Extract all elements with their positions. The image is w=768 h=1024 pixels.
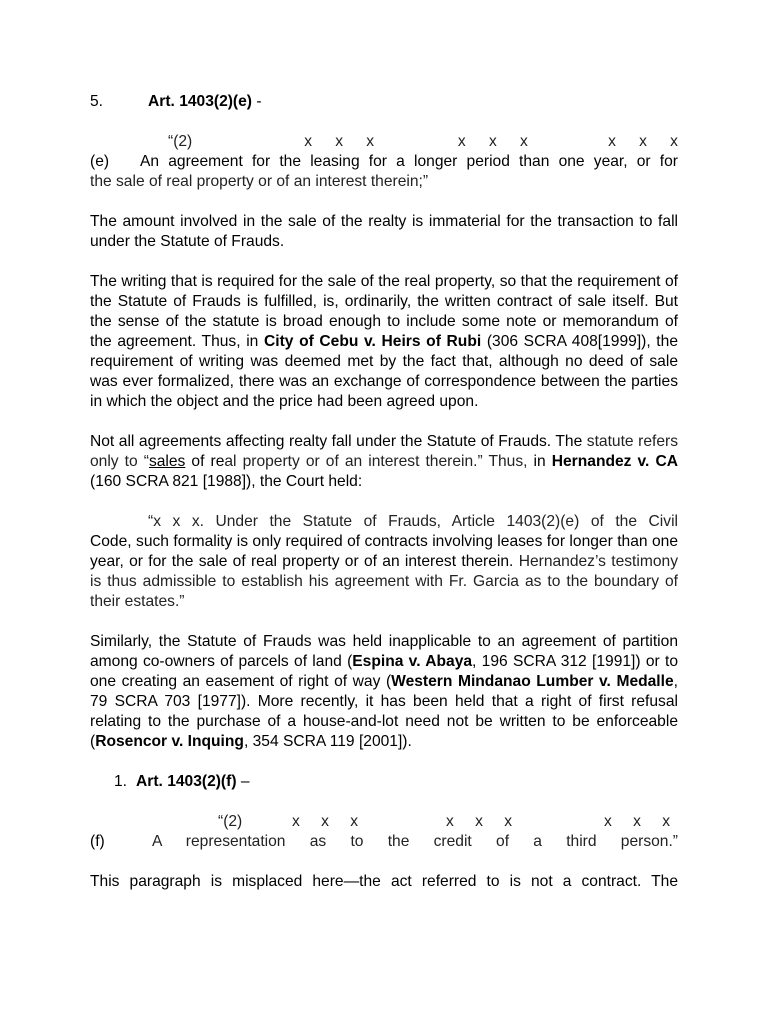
quote-xxx-row [90, 132, 678, 152]
section-5-heading: 5. Art. 1403(2)(e) - [90, 93, 262, 110]
paragraph-1: The amount involved in the sale of the realty is immaterial for the transaction to fall under the Statute of Frauds. [90, 213, 678, 250]
case-citation: Espina v. Abaya [352, 653, 473, 670]
quote-xxx-row [90, 812, 678, 832]
section-1-heading: 1. Art. 1403(2)(f) – [114, 773, 250, 790]
section-title: Art. 1403(2)(f) [136, 773, 237, 790]
quote-open: “(2) [168, 133, 193, 150]
quote-open: “(2) [218, 813, 243, 830]
provision-e-line2: the sale of real property or of an interest therein;” [90, 173, 429, 190]
xxx: x x x [292, 813, 358, 830]
case-citation: Rosencor v. Inquing [95, 733, 244, 750]
document-page [90, 92, 678, 892]
case-citation: Hernandez v. CA [551, 453, 678, 470]
section-number: 1. [114, 773, 128, 790]
xxx: x x x [304, 133, 375, 150]
xxx: x x x [608, 133, 678, 150]
block-quote: “x x x. Under the Statute of Frauds, Article 1403(2)(e) of the CivilCode, such formality is only required of contracts involving leases for longer than one year, or for the sale of real property or of an interest therein. Hernandez’s testimony is thus admissible to establish his agreement with Fr. Garcia as to the boundary of their estates.” [90, 513, 678, 610]
provision-e-line1: (e) An agreement for the leasing for a longer period than one year, or for [90, 153, 678, 170]
section-number: 5. [90, 93, 104, 110]
xxx: x x x [446, 813, 512, 830]
provision-f-line: (f) A representation as to the credit of a third person.” [90, 833, 678, 850]
paragraph-5: This paragraph is misplaced here—the act referred to is not a contract. The [90, 873, 678, 890]
paragraph-4: Similarly, the Statute of Frauds was held inapplicable to an agreement of partition among co-owners of parcels of land (Espina v. Abaya, 196 SCRA 312 [1991]) or to one creating an easement of right of way (Western Mindanao Lumber v. Medalle, 79 SCRA 703 [1977]). More recently, it has been held that a right of first refusal relating to the purchase of a house-and-lot need not be written to be enforceable (Rosencor v. Inquing, 354 SCRA 119 [2001]). [90, 633, 678, 750]
section-title: Art. 1403(2)(e) [148, 93, 252, 110]
xxx: x x x [457, 133, 528, 150]
paragraph-2: The writing that is required for the sale of the real property, so that the requirement of the Statute of Frauds is fulfilled, is, ordinarily, the written contract of sale itself. But the sense of the statute is broad enough to include some note or memorandum of the agreement. Thus, in City of Cebu v. Heirs of Rubi (306 SCRA 408[1999]), the requirement of writing was deemed met by the fact that, although no deed of sale was ever formalized, there was an exchange of correspondence between the parties in which the object and the price had been agreed upon. [90, 273, 678, 410]
xxx: x x x [604, 813, 670, 830]
case-citation: Western Mindanao Lumber v. Medalle [391, 673, 674, 690]
case-citation: City of Cebu v. Heirs of Rubi [263, 333, 482, 350]
paragraph-3: Not all agreements affecting realty fall under the Statute of Frauds. The statute refers only to “sales of real property or of an interest therein.” Thus, in Hernandez v. CA (160 SCRA 821 [1988]), the Court held: [90, 433, 678, 490]
